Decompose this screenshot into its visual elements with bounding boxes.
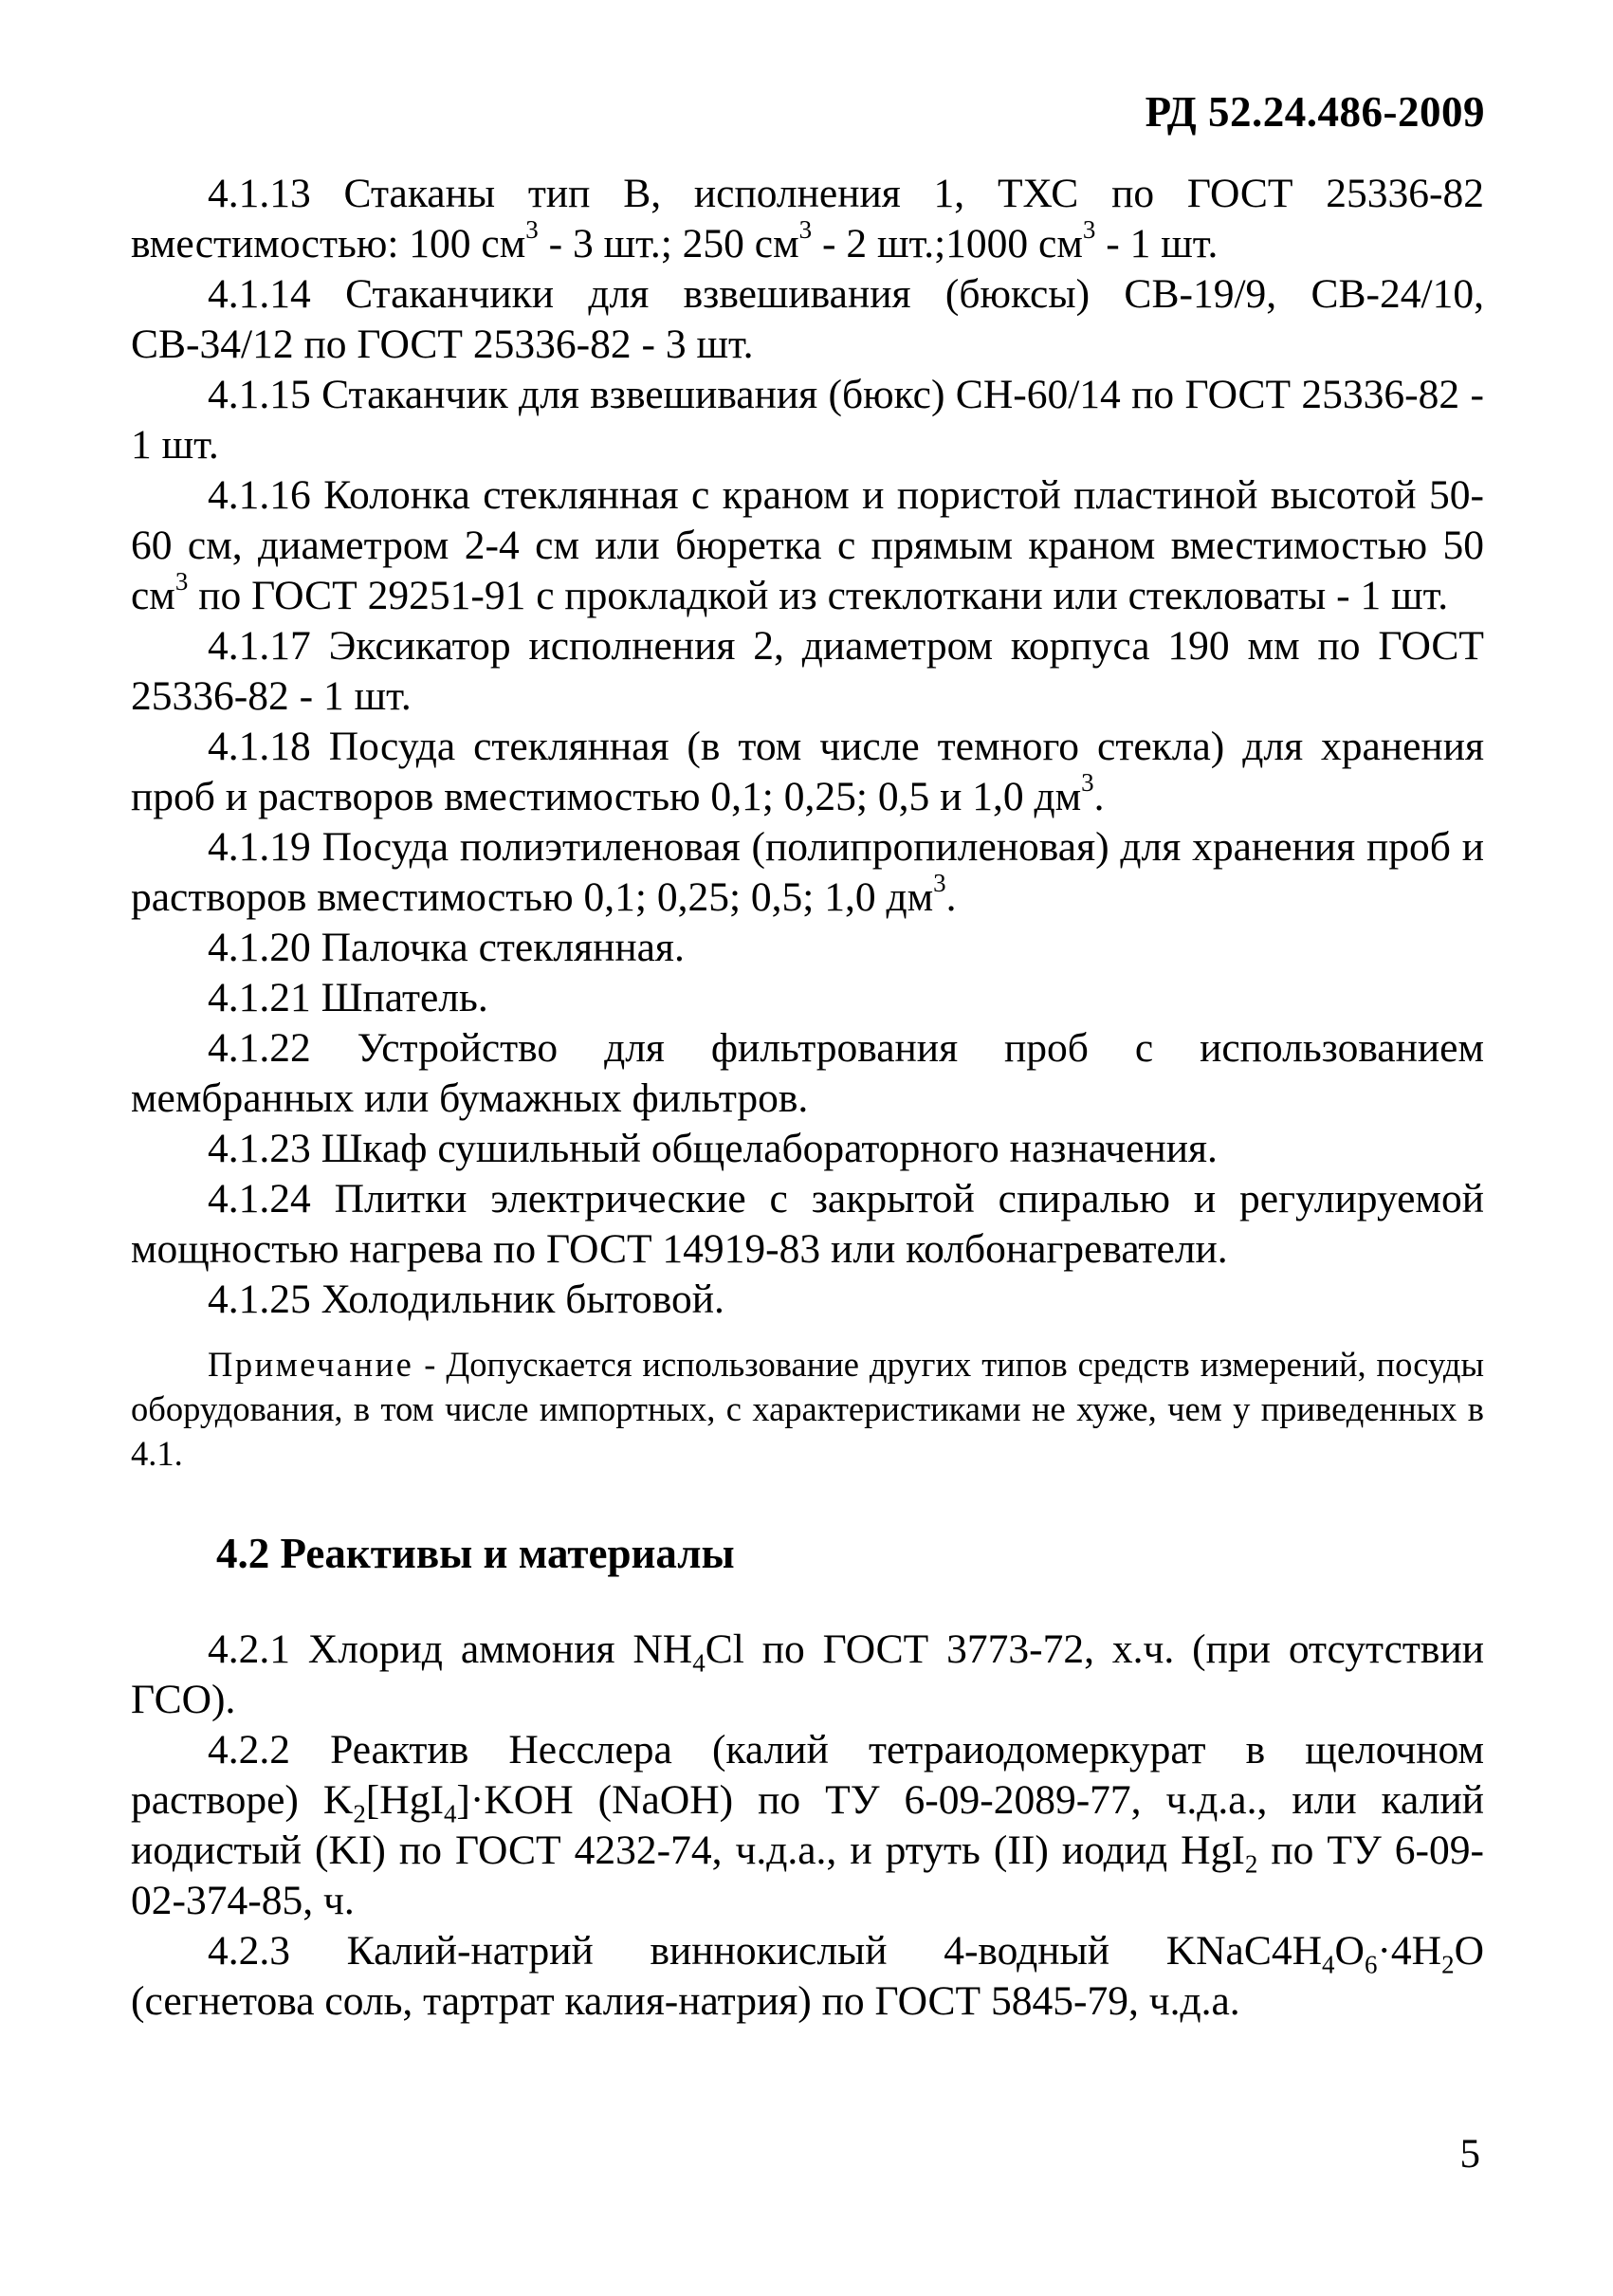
list-item-4119: 4.1.19 Посуда полиэтиленовая (полипропиленовая) для хранения проб и растворов вместимостью 0,1; 0,25; 0,5; 1,0 $дм^3$.: [131, 824, 1484, 920]
list-item-4117: 4.1.17 Эксикатор исполнения 2, диаметром корпуса 190 мм по ГОСТ 25336-82 - 1 шт.: [131, 623, 1484, 719]
reagents-list-4-2: [131, 1625, 1484, 2027]
list-item-4123: 4.1.23 Шкаф сушильный общелабораторного назначения.: [208, 1126, 1218, 1171]
equipment-list-4-1: [131, 169, 1484, 1325]
list-item-4116: 4.1.16 Колонка стеклянная с краном и пористой пластиной высотой 50-60 см, диаметром 2-4 см или бюретка с прямым краном вместимостью 50 $см^3$ по ГОСТ 29251-91 с прокладкой из стеклоткани или стекловаты - 1 шт.: [131, 472, 1484, 618]
list-item-4113: 4.1.13 Стаканы тип В, исполнения 1, ТХС по ГОСТ 25336-82 вместимостью: 100 $см^3 - 3$ шт.; 250 $см^3 - 2$ шт.;1000 $см^3 - 1$ шт.: [131, 171, 1484, 266]
list-item-4124: 4.1.24 Плитки электрические с закрытой спиралью и регулируемой мощностью нагрева по ГОСТ 14919-83 или колбонагреватели.: [131, 1176, 1484, 1272]
list-item-4115: 4.1.15 Стаканчик для взвешивания (бюкс) СН-60/14 по ГОСТ 25336-82 - 1 шт.: [131, 372, 1484, 468]
list-item-423: 4.2.3 Калий-натрий виннокислый 4-водный $KNaC4H_4O_6\cdot 4H_2O$ (сегнетова соль, тартрат калия-натрия) по ГОСТ 5845-79, ч.д.а.: [131, 1928, 1484, 2024]
list-item-4121: 4.1.21 Шпатель.: [208, 975, 488, 1020]
list-item-4114: 4.1.14 Стаканчики для взвешивания (бюксы) СВ-19/9, СВ-24/10, СВ-34/12 по ГОСТ 25336-82 - 3 шт.: [131, 271, 1484, 367]
page-number: 5: [1459, 2132, 1480, 2177]
list-item-422: 4.2.2 Реактив Несслера (калий тетраиодомеркурат в щелочном растворе) $K_2[HgI_4]\cdot KOH$ (NaOH) по ТУ 6-09-2089-77, ч.д.а., или калий иодистый (KI) по ГОСТ 4232-74, ч.д.а., и ртуть (II) иодид HgI$_2$ по ТУ 6-09-02-374-85, ч.: [131, 1727, 1485, 1923]
list-item-4120: 4.1.20 Палочка стеклянная.: [208, 925, 685, 970]
list-item-4122: 4.1.22 Устройство для фильтрования проб с использованием мембранных или бумажных фильтров.: [131, 1025, 1484, 1121]
note-paragraph: [131, 1342, 1484, 1476]
list-item-4125: 4.1.25 Холодильник бытовой.: [208, 1277, 724, 1322]
note-text: - Допускается использование других типов средств измерений, посуды оборудования, в том числе импортных, с характеристиками не хуже, чем у приведенных в 4.1.: [131, 1345, 1484, 1473]
page-body: [131, 169, 1484, 2027]
section-title-4-2: 4.2 Реактивы и материалы: [216, 1530, 735, 1577]
document-code-header: РД 52.24.486-2009: [1145, 88, 1485, 136]
list-item-421: 4.2.1 Хлорид аммония $NH_4Cl$ по ГОСТ 3773-72, х.ч. (при отсутствии ГСО).: [131, 1626, 1484, 1722]
note-lead: Примечание: [208, 1345, 414, 1384]
list-item-4118: 4.1.18 Посуда стеклянная (в том числе темного стекла) для хранения проб и растворов вместимостью 0,1; 0,25; 0,5 и 1,0 $дм^3$.: [131, 724, 1484, 819]
